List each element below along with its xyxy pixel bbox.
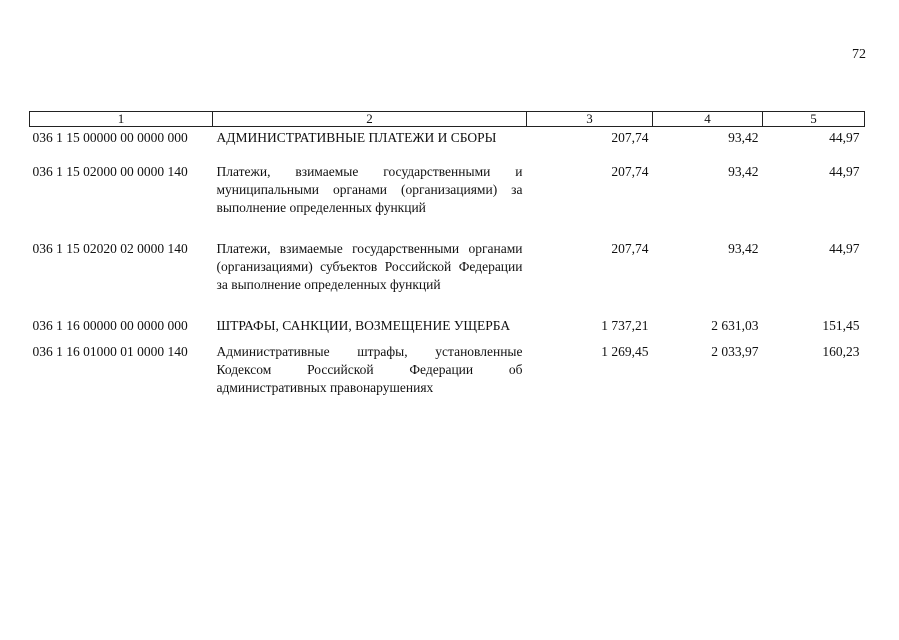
budget-table [29,111,865,397]
row-name: АДМИНИСТРАТИВНЫЕ ПЛАТЕЖИ И СБОРЫ [216,130,497,145]
header-col-3: 3 [527,112,653,127]
row-name: Платежи, взимаемые государственными органами (организациями) субъектов Российской Федерации за выполнение определенных функций [216,241,523,292]
header-col-4: 4 [653,112,763,127]
table-row [30,161,865,238]
row-col5: 160,23 [822,344,860,359]
header-col-1: 1 [30,112,213,127]
row-col4: 93,42 [728,164,759,179]
row-name: Административные штрафы, установленные Кодексом Российской Федерации об административных правонарушениях [216,344,523,395]
row-code: 036 1 15 02020 02 0000 140 [32,241,188,256]
table-row [30,238,865,315]
row-name: ШТРАФЫ, САНКЦИИ, ВОЗМЕЩЕНИЕ УЩЕРБА [216,318,511,333]
row-col3: 207,74 [611,241,649,256]
row-name: Платежи, взимаемые государственными и муниципальными органами (организациями) за выполнение определенных функций [216,164,523,215]
row-code: 036 1 15 00000 00 0000 000 [32,130,188,145]
row-col4: 2 033,97 [711,344,759,359]
row-col4: 93,42 [728,241,759,256]
row-col5: 44,97 [829,241,860,256]
row-code: 036 1 16 01000 01 0000 140 [32,344,188,359]
row-code: 036 1 15 02000 00 0000 140 [32,164,188,179]
header-col-5: 5 [763,112,865,127]
table-row [30,315,865,341]
header-row [30,112,865,127]
row-code: 036 1 16 00000 00 0000 000 [32,318,188,333]
row-col4: 2 631,03 [711,318,759,333]
row-col4: 93,42 [728,130,759,145]
header-col-2: 2 [213,112,527,127]
page-number: 72 [852,47,866,62]
row-col5: 44,97 [829,164,860,179]
row-col3: 1 737,21 [601,318,649,333]
table-row [30,341,865,397]
row-col3: 1 269,45 [601,344,649,359]
row-col3: 207,74 [611,164,649,179]
row-col3: 207,74 [611,130,649,145]
row-col5: 151,45 [822,318,860,333]
row-col5: 44,97 [829,130,860,145]
table-row [30,127,865,162]
